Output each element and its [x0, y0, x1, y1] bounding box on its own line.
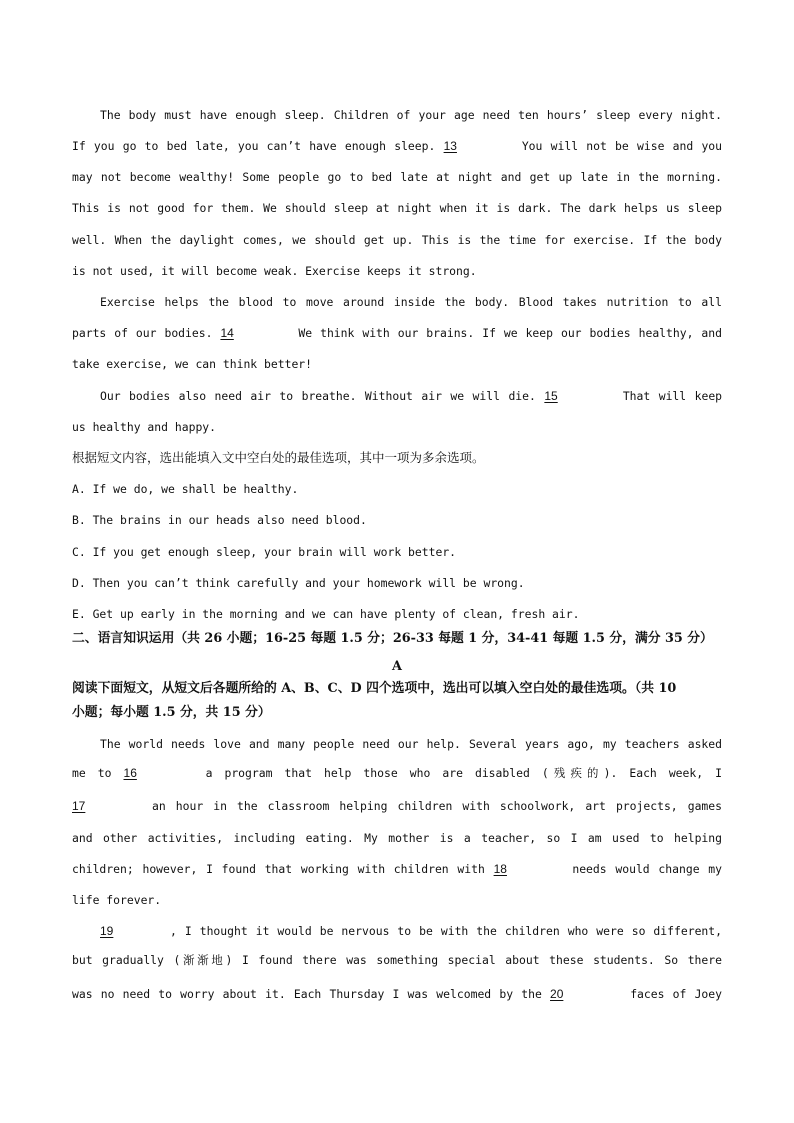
option-c: C. If you get enough sleep, your brain will work better. [72, 545, 457, 559]
passage-line: is not used, it will become weak. Exercise keeps it strong. [72, 264, 477, 278]
blank-14: 14 [220, 326, 234, 340]
passage-line: take exercise, we can think better! [72, 357, 313, 371]
blank-15: 15 [544, 389, 558, 403]
passage-line: Our bodies also need air to breathe. Without air we will die. 15 That will keep [100, 385, 722, 407]
passage-line: may not become wealthy! Some people go to bed late at night and get up late in the morning. [72, 170, 722, 184]
passage-line: 17 an hour in the classroom helping children with schoolwork, art projects, games [72, 795, 722, 817]
passage-line: This is not good for them. We should sleep at night when it is dark. The dark helps us sleep [72, 201, 722, 215]
section-instruction: 小题；每小题 1.5 分，共 15 分） [72, 705, 271, 720]
passage-line: children; however, I found that working with children with 18 needs would change my [72, 858, 722, 880]
blank-19: 19 [100, 924, 114, 938]
passage-line: 19 , I thought it would be nervous to be with the children who were so different, [100, 920, 722, 942]
blank-18: 18 [493, 862, 507, 876]
section-instruction: 阅读下面短文，从短文后各题所给的 A、B、C、D 四个选项中，选出可以填入空白处的最佳选项。（共 10 [72, 681, 677, 696]
passage-line: life forever. [72, 893, 162, 907]
passage-line: Exercise helps the blood to move around inside the body. Blood takes nutrition to all [100, 295, 722, 309]
blank-20: 20 [550, 987, 564, 1001]
passage-line: well. When the daylight comes, we should get up. This is the time for exercise. If the body [72, 233, 722, 247]
blank-13: 13 [443, 139, 457, 153]
option-d: D. Then you can’t think carefully and your homework will be wrong. [72, 576, 525, 590]
part-label: A [392, 659, 402, 674]
passage-line: parts of our bodies. 14 We think with our brains. If we keep our bodies healthy, and [72, 322, 722, 344]
option-b: B. The brains in our heads also need blood. [72, 513, 367, 527]
option-a: A. If we do, we shall be healthy. [72, 482, 299, 496]
passage-line: me to 16 a program that help those who are disabled (残疾的). Each week, I [72, 762, 722, 784]
passage-line: us healthy and happy. [72, 420, 217, 434]
passage-line: The world needs love and many people need our help. Several years ago, my teachers asked [100, 737, 722, 751]
passage-line: was no need to worry about it. Each Thursday I was welcomed by the 20 faces of Joey [72, 983, 722, 1005]
passage-line: but gradually (渐渐地) I found there was something special about these students. So there [72, 953, 722, 967]
blank-16: 16 [123, 766, 137, 780]
section-heading: 二、语言知识运用（共 26 小题；16-25 每题 1.5 分；26-33 每题 1 分，34-41 每题 1.5 分，满分 35 分） [72, 631, 713, 646]
instruction-text: 根据短文内容，选出能填入文中空白处的最佳选项，其中一项为多余选项。 [72, 450, 485, 465]
option-e: E. Get up early in the morning and we can have plenty of clean, fresh air. [72, 607, 580, 621]
passage-line: and other activities, including eating. My mother is a teacher, so I am used to helping [72, 831, 722, 845]
blank-17: 17 [72, 799, 86, 813]
passage-line: If you go to bed late, you can’t have enough sleep. 13 You will not be wise and you [72, 135, 722, 157]
passage-line: The body must have enough sleep. Children of your age need ten hours’ sleep every night. [100, 108, 722, 122]
